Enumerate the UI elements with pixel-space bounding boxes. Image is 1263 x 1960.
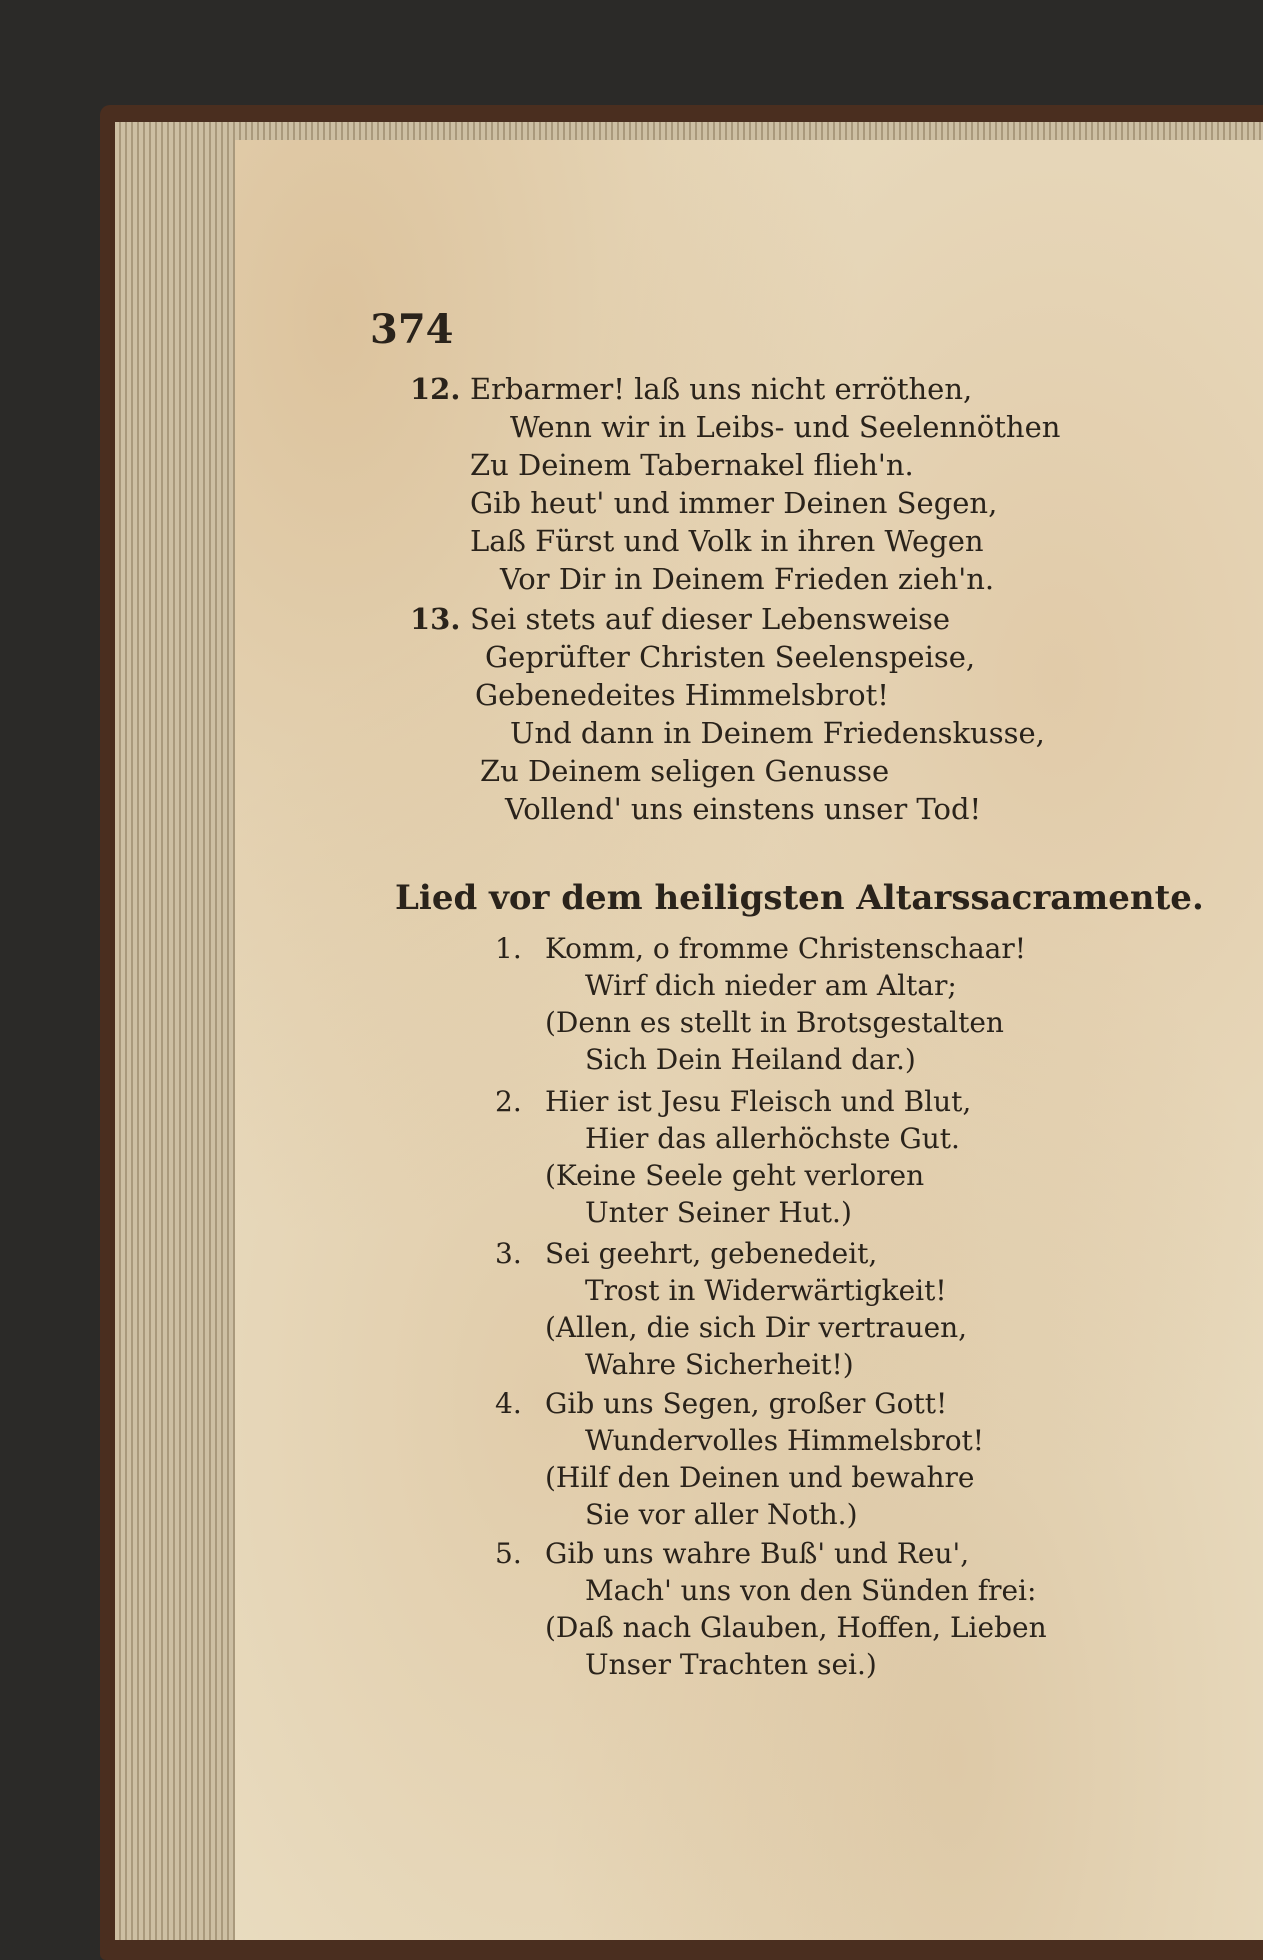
stanza-line: Hier ist Jesu Fleisch und Blut, bbox=[545, 1085, 972, 1118]
stanza-line: Trost in Widerwärtigkeit! bbox=[585, 1274, 947, 1307]
stanza-line: Unter Seiner Hut.) bbox=[585, 1196, 852, 1229]
stanza-line: Sei geehrt, gebenedeit, bbox=[545, 1237, 878, 1270]
stanza-3 bbox=[495, 1235, 967, 1383]
stanza-1 bbox=[495, 930, 1026, 1078]
stanza-line: (Daß nach Glauben, Hoffen, Lieben bbox=[545, 1611, 1047, 1644]
verse-number: 12. bbox=[410, 372, 461, 406]
stanza-line: (Denn es stellt in Brotsgestalten bbox=[545, 1006, 1004, 1039]
stanza-number: 1. bbox=[495, 932, 522, 965]
stanza-line: Gib uns wahre Buß' und Reu', bbox=[545, 1537, 970, 1570]
verse-line: Und dann in Deinem Friedenskusse, bbox=[510, 716, 1045, 750]
verse-line: Erbarmer! laß uns nicht erröthen, bbox=[470, 372, 973, 406]
stanza-line: Wirf dich nieder am Altar; bbox=[585, 969, 957, 1002]
stanza-line: Sich Dein Heiland dar.) bbox=[585, 1043, 916, 1076]
verse-line: Zu Deinem seligen Genusse bbox=[480, 754, 890, 788]
verse-line: Gib heut' und immer Deinen Segen, bbox=[470, 486, 998, 520]
verse-line: Sei stets auf dieser Lebensweise bbox=[470, 602, 951, 636]
stanza-line: (Hilf den Deinen und bewahre bbox=[545, 1461, 975, 1494]
stanza-line: (Allen, die sich Dir vertrauen, bbox=[545, 1311, 968, 1344]
stanza-line: Sie vor aller Noth.) bbox=[585, 1498, 858, 1531]
stanza-line: Hier das allerhöchste Gut. bbox=[585, 1122, 960, 1155]
stanza-line: Gib uns Segen, großer Gott! bbox=[545, 1387, 948, 1420]
verse-line: Vor Dir in Deinem Frieden zieh'n. bbox=[500, 562, 995, 596]
verse-number: 13. bbox=[410, 602, 461, 636]
stanza-line: Wundervolles Himmelsbrot! bbox=[585, 1424, 985, 1457]
verse-line: Vollend' uns einstens unser Tod! bbox=[505, 792, 982, 826]
stanza-number: 4. bbox=[495, 1387, 522, 1420]
stanza-number: 2. bbox=[495, 1085, 522, 1118]
verse-line: Gebenedeites Himmelsbrot! bbox=[475, 678, 889, 712]
verse-line: Laß Fürst und Volk in ihren Wegen bbox=[470, 524, 984, 558]
verse-13 bbox=[410, 600, 1045, 828]
stanza-line: Wahre Sicherheit!) bbox=[585, 1348, 854, 1381]
stanza-line: Komm, o fromme Christenschaar! bbox=[545, 932, 1026, 965]
verse-line: Geprüfter Christen Seelenspeise, bbox=[485, 640, 976, 674]
song-title: Lied vor dem heiligsten Altarssacramente. bbox=[395, 878, 1204, 918]
page-number: 374 bbox=[370, 306, 454, 353]
stanza-line: Mach' uns von den Sünden frei: bbox=[585, 1574, 1037, 1607]
verse-line: Wenn wir in Leibs- und Seelennöthen bbox=[510, 410, 1061, 444]
stanza-number: 5. bbox=[495, 1537, 522, 1570]
stanza-line: Unser Trachten sei.) bbox=[585, 1648, 877, 1681]
stanza-2 bbox=[495, 1083, 971, 1231]
verse-line: Zu Deinem Tabernakel flieh'n. bbox=[470, 448, 914, 482]
stanza-5 bbox=[495, 1535, 1047, 1683]
stanza-line: (Keine Seele geht verloren bbox=[545, 1159, 925, 1192]
verse-12 bbox=[410, 370, 1060, 598]
stanza-4 bbox=[495, 1385, 984, 1533]
stanza-number: 3. bbox=[495, 1237, 522, 1270]
